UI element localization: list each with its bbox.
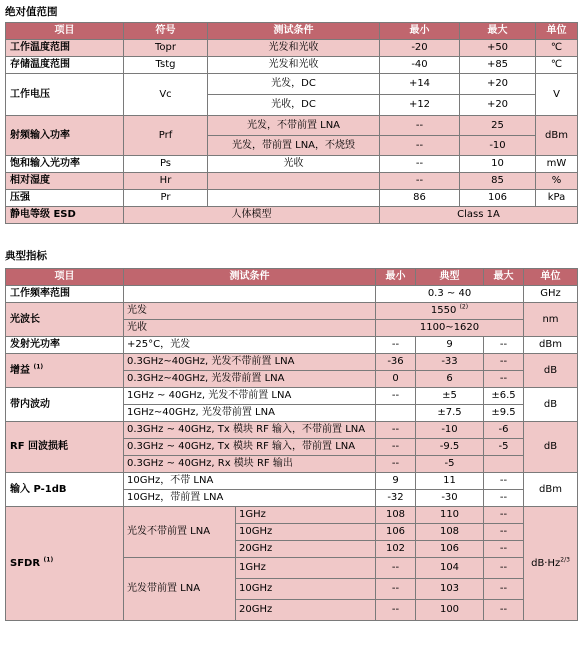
cell-min: 108 — [376, 507, 416, 524]
cell-condition: 0.3GHz~40GHz, 光发不带前置 LNA — [124, 354, 376, 371]
cell-unit: dB — [524, 388, 578, 422]
cell-max: 106 — [460, 190, 536, 207]
cell-typ: ±5 — [416, 388, 484, 405]
cell-max: -- — [484, 541, 524, 558]
cell-unit: V — [536, 74, 578, 116]
footnote-ref: (1) — [43, 556, 54, 564]
cell-condition: 光发，DC — [208, 74, 380, 95]
cell-condition: 光发，带前置 LNA，不烧毁 — [208, 136, 380, 156]
row-label: 压强 — [6, 190, 124, 207]
cell-unit: ℃ — [536, 40, 578, 57]
table-row — [6, 473, 578, 490]
cell-symbol: Prf — [124, 116, 208, 156]
cell-min: -- — [376, 600, 416, 621]
row-label: 工作温度范围 — [6, 40, 124, 57]
row-label: 带内波动 — [6, 388, 124, 422]
table-row — [6, 74, 578, 95]
cell-max: -- — [484, 337, 524, 354]
row-label: 增益 $^{(1)}$ — [6, 354, 124, 388]
cell-min: -- — [376, 388, 416, 405]
cell-min: -- — [380, 116, 460, 136]
cell-unit: dB — [524, 354, 578, 388]
cell-min: 9 — [376, 473, 416, 490]
cell-condition: 0.3GHz~40GHz, 光发带前置 LNA — [124, 371, 376, 388]
cell-condition: 1GHz ~ 40GHz, 光发不带前置 LNA — [124, 388, 376, 405]
cell-value: 1550 $^{(2)}$ — [376, 303, 524, 320]
unit-exponent: 2/3 — [560, 556, 570, 564]
cell-min: -- — [376, 456, 416, 473]
cell-min: -- — [376, 422, 416, 439]
cell-condition: 光发，不带前置 LNA — [208, 116, 380, 136]
cell-freq: 20GHz — [236, 541, 376, 558]
cell-max: -6 — [484, 422, 524, 439]
table-row — [6, 354, 578, 371]
cell-min — [376, 405, 416, 422]
cell-condition: 光收 — [124, 320, 376, 337]
cell-max: +85 — [460, 57, 536, 74]
table-row — [6, 57, 578, 74]
cell-symbol: Tstg — [124, 57, 208, 74]
typ-header-typ: 典型 — [416, 269, 484, 286]
typ-header-min: 最小 — [376, 269, 416, 286]
cell-min: +12 — [380, 95, 460, 116]
cell-freq: 10GHz — [236, 524, 376, 541]
sfdr-group-label: 光发不带前置 LNA — [124, 507, 236, 558]
cell-unit: ℃ — [536, 57, 578, 74]
table-row — [6, 156, 578, 173]
abs-section-title: 绝对值范围 — [5, 6, 58, 18]
cell-min: -36 — [376, 354, 416, 371]
cell-typ: 106 — [416, 541, 484, 558]
cell-max: 25 — [460, 116, 536, 136]
footnote-ref: (2) — [459, 303, 469, 311]
cell-min: -- — [376, 439, 416, 456]
cell-max: -- — [484, 579, 524, 600]
cell-typ: ±7.5 — [416, 405, 484, 422]
cell-unit: nm — [524, 303, 578, 337]
row-label: 输入 P-1dB — [6, 473, 124, 507]
table-row — [6, 116, 578, 136]
cell-max: +20 — [460, 95, 536, 116]
cell-value: 1100~1620 — [376, 320, 524, 337]
cell-condition: 光发和光收 — [208, 40, 380, 57]
abs-header-row — [6, 23, 578, 40]
cell-typ: -30 — [416, 490, 484, 507]
cell-max: +50 — [460, 40, 536, 57]
cell-unit: mW — [536, 156, 578, 173]
cell-min: 102 — [376, 541, 416, 558]
cell-min: -32 — [376, 490, 416, 507]
cell-max: -- — [484, 473, 524, 490]
cell-max — [484, 456, 524, 473]
row-label: 射频输入功率 — [6, 116, 124, 156]
table-row — [6, 190, 578, 207]
cell-symbol: Pr — [124, 190, 208, 207]
cell-min: -20 — [380, 40, 460, 57]
cell-max: -- — [484, 558, 524, 579]
row-label: 静电等级 ESD — [6, 207, 124, 224]
typ-header-max: 最大 — [484, 269, 524, 286]
row-label: 饱和输入光功率 — [6, 156, 124, 173]
cell-typ: 100 — [416, 600, 484, 621]
cell-value: 0.3 ~ 40 — [376, 286, 524, 303]
cell-condition: 光发 — [124, 303, 376, 320]
cell-condition: 光发和光收 — [208, 57, 380, 74]
cell-max: -5 — [484, 439, 524, 456]
cell-max: 85 — [460, 173, 536, 190]
cell-unit: GHz — [524, 286, 578, 303]
row-label: SFDR $^{(1)}$ — [6, 507, 124, 621]
typ-header-unit: 单位 — [524, 269, 578, 286]
cell-typ: -10 — [416, 422, 484, 439]
table-row — [6, 40, 578, 57]
abs-header-unit: 单位 — [536, 23, 578, 40]
table-row — [6, 507, 578, 524]
cell-condition: 1GHz~40GHz, 光发带前置 LNA — [124, 405, 376, 422]
typ-header-item: 项目 — [6, 269, 124, 286]
cell-condition: +25°C，光发 — [124, 337, 376, 354]
table-row — [6, 337, 578, 354]
cell-typ: -9.5 — [416, 439, 484, 456]
cell-typ: 9 — [416, 337, 484, 354]
cell-max: ±6.5 — [484, 388, 524, 405]
cell-condition: 10GHz，不带 LNA — [124, 473, 376, 490]
cell-freq: 1GHz — [236, 558, 376, 579]
cell-condition: 0.3GHz ~ 40GHz, Tx 模块 RF 输入，带前置 LNA — [124, 439, 376, 456]
cell-max: ±9.5 — [484, 405, 524, 422]
cell-min: -40 — [380, 57, 460, 74]
cell-symbol: Hr — [124, 173, 208, 190]
footnote-ref: (1) — [33, 363, 44, 371]
table-row — [6, 303, 578, 320]
table-row — [6, 207, 578, 224]
table-row — [6, 286, 578, 303]
cell-min: -- — [376, 337, 416, 354]
cell-condition: 10GHz，带前置 LNA — [124, 490, 376, 507]
cell-min: -- — [376, 579, 416, 600]
cell-max: -10 — [460, 136, 536, 156]
cell-unit: dB — [524, 422, 578, 473]
typ-section-title: 典型指标 — [5, 250, 47, 262]
cell-max: -- — [484, 354, 524, 371]
abs-max-table — [5, 22, 578, 224]
abs-header-min: 最小 — [380, 23, 460, 40]
cell-symbol: Vc — [124, 74, 208, 116]
cell-typ: -5 — [416, 456, 484, 473]
cell-unit: kPa — [536, 190, 578, 207]
cell-max: -- — [484, 600, 524, 621]
row-label: 光波长 — [6, 303, 124, 337]
typ-header-row — [6, 269, 578, 286]
cell-typ: 110 — [416, 507, 484, 524]
table-row — [6, 173, 578, 190]
cell-max: -- — [484, 490, 524, 507]
row-label: 工作电压 — [6, 74, 124, 116]
abs-header-max: 最大 — [460, 23, 536, 40]
cell-min: -- — [376, 558, 416, 579]
table-row — [6, 422, 578, 439]
row-label: 存储温度范围 — [6, 57, 124, 74]
cell-symbol: Ps — [124, 156, 208, 173]
row-label: 发射光功率 — [6, 337, 124, 354]
cell-typ: 6 — [416, 371, 484, 388]
cell-unit: dBm — [524, 337, 578, 354]
cell-max: -- — [484, 371, 524, 388]
row-label: 工作频率范围 — [6, 286, 124, 303]
cell-condition — [124, 286, 376, 303]
cell-typ: 103 — [416, 579, 484, 600]
row-label: 相对湿度 — [6, 173, 124, 190]
cell-min: -- — [380, 136, 460, 156]
sfdr-group-label: 光发带前置 LNA — [124, 558, 236, 621]
cell-min: 0 — [376, 371, 416, 388]
typ-header-condition: 测试条件 — [124, 269, 376, 286]
cell-unit: dBm — [536, 116, 578, 156]
cell-typ: 104 — [416, 558, 484, 579]
table-row — [6, 388, 578, 405]
cell-freq: 10GHz — [236, 579, 376, 600]
cell-freq: 1GHz — [236, 507, 376, 524]
cell-unit: % — [536, 173, 578, 190]
cell-typ: -33 — [416, 354, 484, 371]
cell-symbol: Topr — [124, 40, 208, 57]
cell-max: -- — [484, 524, 524, 541]
cell-min: 106 — [376, 524, 416, 541]
cell-min: 86 — [380, 190, 460, 207]
cell-min: +14 — [380, 74, 460, 95]
cell-max: 10 — [460, 156, 536, 173]
cell-condition: 0.3GHz ~ 40GHz, Rx 模块 RF 输出 — [124, 456, 376, 473]
abs-header-item: 项目 — [6, 23, 124, 40]
cell-max: +20 — [460, 74, 536, 95]
typical-table — [5, 268, 578, 621]
cell-condition: 人体模型 — [124, 207, 380, 224]
cell-typ: 11 — [416, 473, 484, 490]
cell-unit: dBm — [524, 473, 578, 507]
cell-condition — [208, 173, 380, 190]
abs-header-symbol: 符号 — [124, 23, 208, 40]
cell-typ: 108 — [416, 524, 484, 541]
cell-freq: 20GHz — [236, 600, 376, 621]
cell-max: -- — [484, 507, 524, 524]
cell-condition — [208, 190, 380, 207]
cell-condition: 0.3GHz ~ 40GHz, Tx 模块 RF 输入，不带前置 LNA — [124, 422, 376, 439]
cell-condition: 光收 — [208, 156, 380, 173]
cell-min: -- — [380, 173, 460, 190]
abs-header-condition: 测试条件 — [208, 23, 380, 40]
cell-condition: 光收，DC — [208, 95, 380, 116]
cell-min: -- — [380, 156, 460, 173]
row-label: RF 回波损耗 — [6, 422, 124, 473]
cell-unit: $dB\cdot Hz^{2/3}$ — [524, 507, 578, 621]
cell-value: Class 1A — [380, 207, 578, 224]
